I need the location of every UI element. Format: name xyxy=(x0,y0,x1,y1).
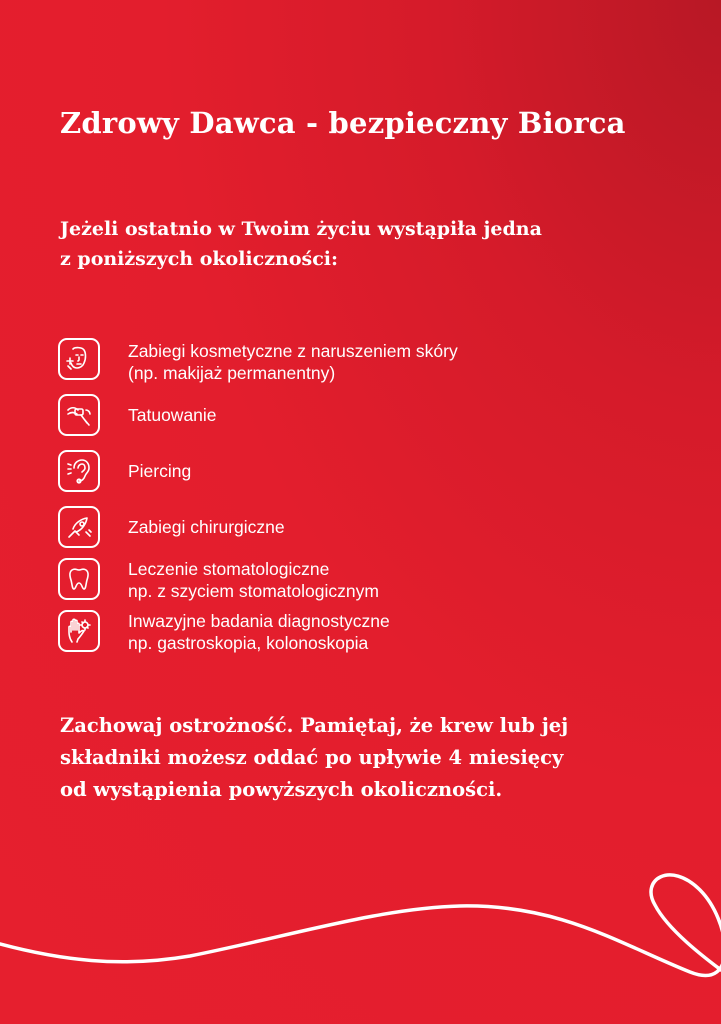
list-item-label: Piercing xyxy=(128,461,192,481)
warning-text xyxy=(60,710,680,806)
list-item-diagnostics xyxy=(58,610,678,660)
list-item-text xyxy=(128,516,285,538)
list-item-text xyxy=(128,460,191,482)
list-item-text xyxy=(128,340,458,384)
list-item-label: Inwazyjne badania diagnostyczne xyxy=(128,611,390,631)
warning-line-1: Zachowaj ostrożność. Pamiętaj, że krew lub jej xyxy=(60,714,569,737)
list-item-text xyxy=(128,558,379,602)
list-item-dental xyxy=(58,558,678,608)
list-item-piercing xyxy=(58,450,678,500)
intro-line-1: Jeżeli ostatnio w Twoim życiu wystąpiła jedna xyxy=(60,218,542,240)
heart-wave-decoration xyxy=(0,860,721,1024)
intro-text xyxy=(60,214,660,274)
ear-piercing-icon xyxy=(58,450,100,492)
list-item-note: np. gastroskopia, kolonoskopia xyxy=(128,633,369,653)
tattoo-machine-icon xyxy=(58,394,100,436)
hand-virus-icon xyxy=(58,610,100,652)
list-item-text xyxy=(128,610,390,654)
list-item-label: Tatuowanie xyxy=(128,405,217,425)
list-item-tattoo xyxy=(58,394,678,444)
list-item-cosmetic xyxy=(58,338,678,388)
intro-line-2: z poniższych okoliczności: xyxy=(60,248,338,270)
list-item-note: np. z szyciem stomatologicznym xyxy=(128,581,379,601)
list-item-label: Leczenie stomatologiczne xyxy=(128,559,330,579)
face-cosmetic-icon xyxy=(58,338,100,380)
warning-line-2: składniki możesz oddać po upływie 4 miesięcy xyxy=(60,746,564,769)
list-item-surgery xyxy=(58,506,678,556)
list-item-label: Zabiegi kosmetyczne z naruszeniem skóry xyxy=(128,341,458,361)
warning-line-3: od wystąpienia powyższych okoliczności. xyxy=(60,778,503,801)
page-title: Zdrowy Dawca - bezpieczny Biorca xyxy=(60,106,626,140)
tooth-icon xyxy=(58,558,100,600)
list-item-note: (np. makijaż permanentny) xyxy=(128,363,336,383)
list-item-label: Zabiegi chirurgiczne xyxy=(128,517,285,537)
surgery-icon xyxy=(58,506,100,548)
list-item-text xyxy=(128,404,217,426)
